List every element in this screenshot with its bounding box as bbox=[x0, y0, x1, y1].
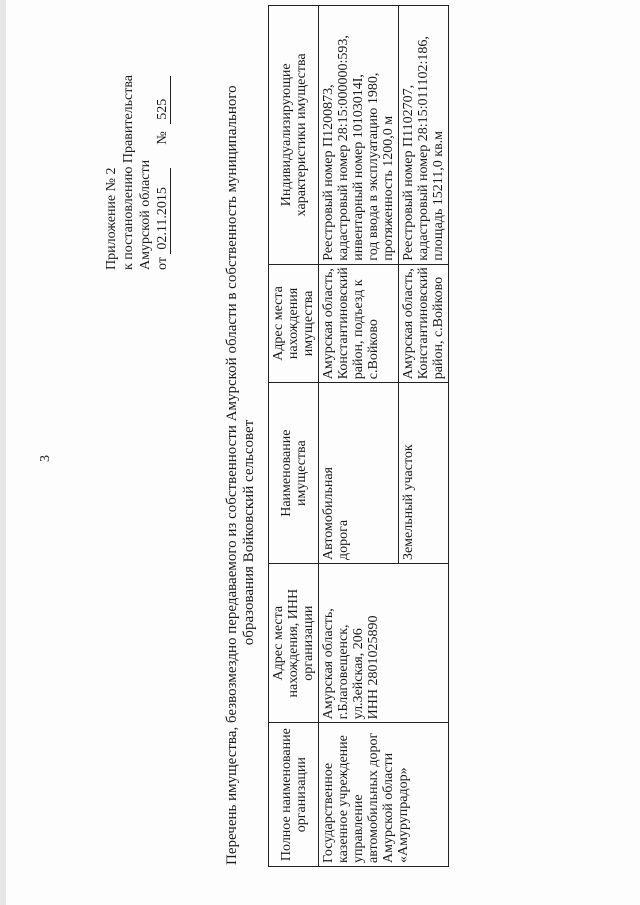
document-title bbox=[224, 85, 258, 865]
cell-property-address: Амурская область, Константиновский район, с.Войково bbox=[399, 264, 449, 383]
header-property-name: Наименование имущества bbox=[269, 383, 319, 564]
cell-property-name: Автомобильная дорога bbox=[319, 383, 399, 564]
title-line: образования Войковский сельсовет bbox=[241, 419, 257, 646]
annex-number: 525 bbox=[156, 76, 171, 124]
annex-line: Приложение № 2 bbox=[104, 167, 119, 270]
header-org-name: Полное наименование организации bbox=[269, 723, 319, 867]
cell-property-name: Земельный участок bbox=[399, 383, 449, 564]
annex-date: 02.11.2015 bbox=[156, 168, 171, 254]
page-number: 3 bbox=[38, 455, 53, 462]
number-prefix: № bbox=[155, 131, 170, 145]
cell-property-details: Реестровый номер П1200873, кадастровый номер 28:15:000000:593, инвентарный номер 10103014I, год ввода в эксплуатацию 1980, протяженность 1200,0 м bbox=[319, 6, 399, 265]
annex-date-line bbox=[154, 75, 171, 270]
header-org-address: Адрес места нахождения, ИНН организации bbox=[269, 564, 319, 723]
header-property-details: Индивидуализирующие характеристики имущества bbox=[269, 6, 319, 265]
cell-property-details: Реестровый номер П1102707, кадастровый номер 28:15:011102:186, площадь 15211,0 кв.м bbox=[399, 6, 449, 265]
date-prefix: от bbox=[155, 257, 170, 270]
header-property-address: Адрес места нахождения имущества bbox=[269, 264, 319, 383]
annex-header bbox=[103, 75, 171, 270]
title-line: Перечень имущества, безвозмездно передаваемого из собственности Амурской области в собственность муниципального bbox=[224, 85, 240, 865]
annex-line: Амурской области bbox=[138, 159, 153, 270]
annex-line: к постановлению Правительства bbox=[121, 74, 136, 270]
table-header-row bbox=[269, 6, 319, 867]
cell-org-name: Государственное казенное учреждение управление автомобильных дорог Амурской области «Амурупрадор» bbox=[319, 723, 449, 867]
cell-property-address: Амурская область, Константиновский район, подъезд к с.Войково bbox=[319, 264, 399, 383]
table-row bbox=[319, 6, 399, 867]
cell-org-address: Амурская область, г.Благовещенск, ул.Зейская, 206 ИНН 2801025890 bbox=[319, 564, 449, 723]
property-table bbox=[268, 5, 449, 867]
